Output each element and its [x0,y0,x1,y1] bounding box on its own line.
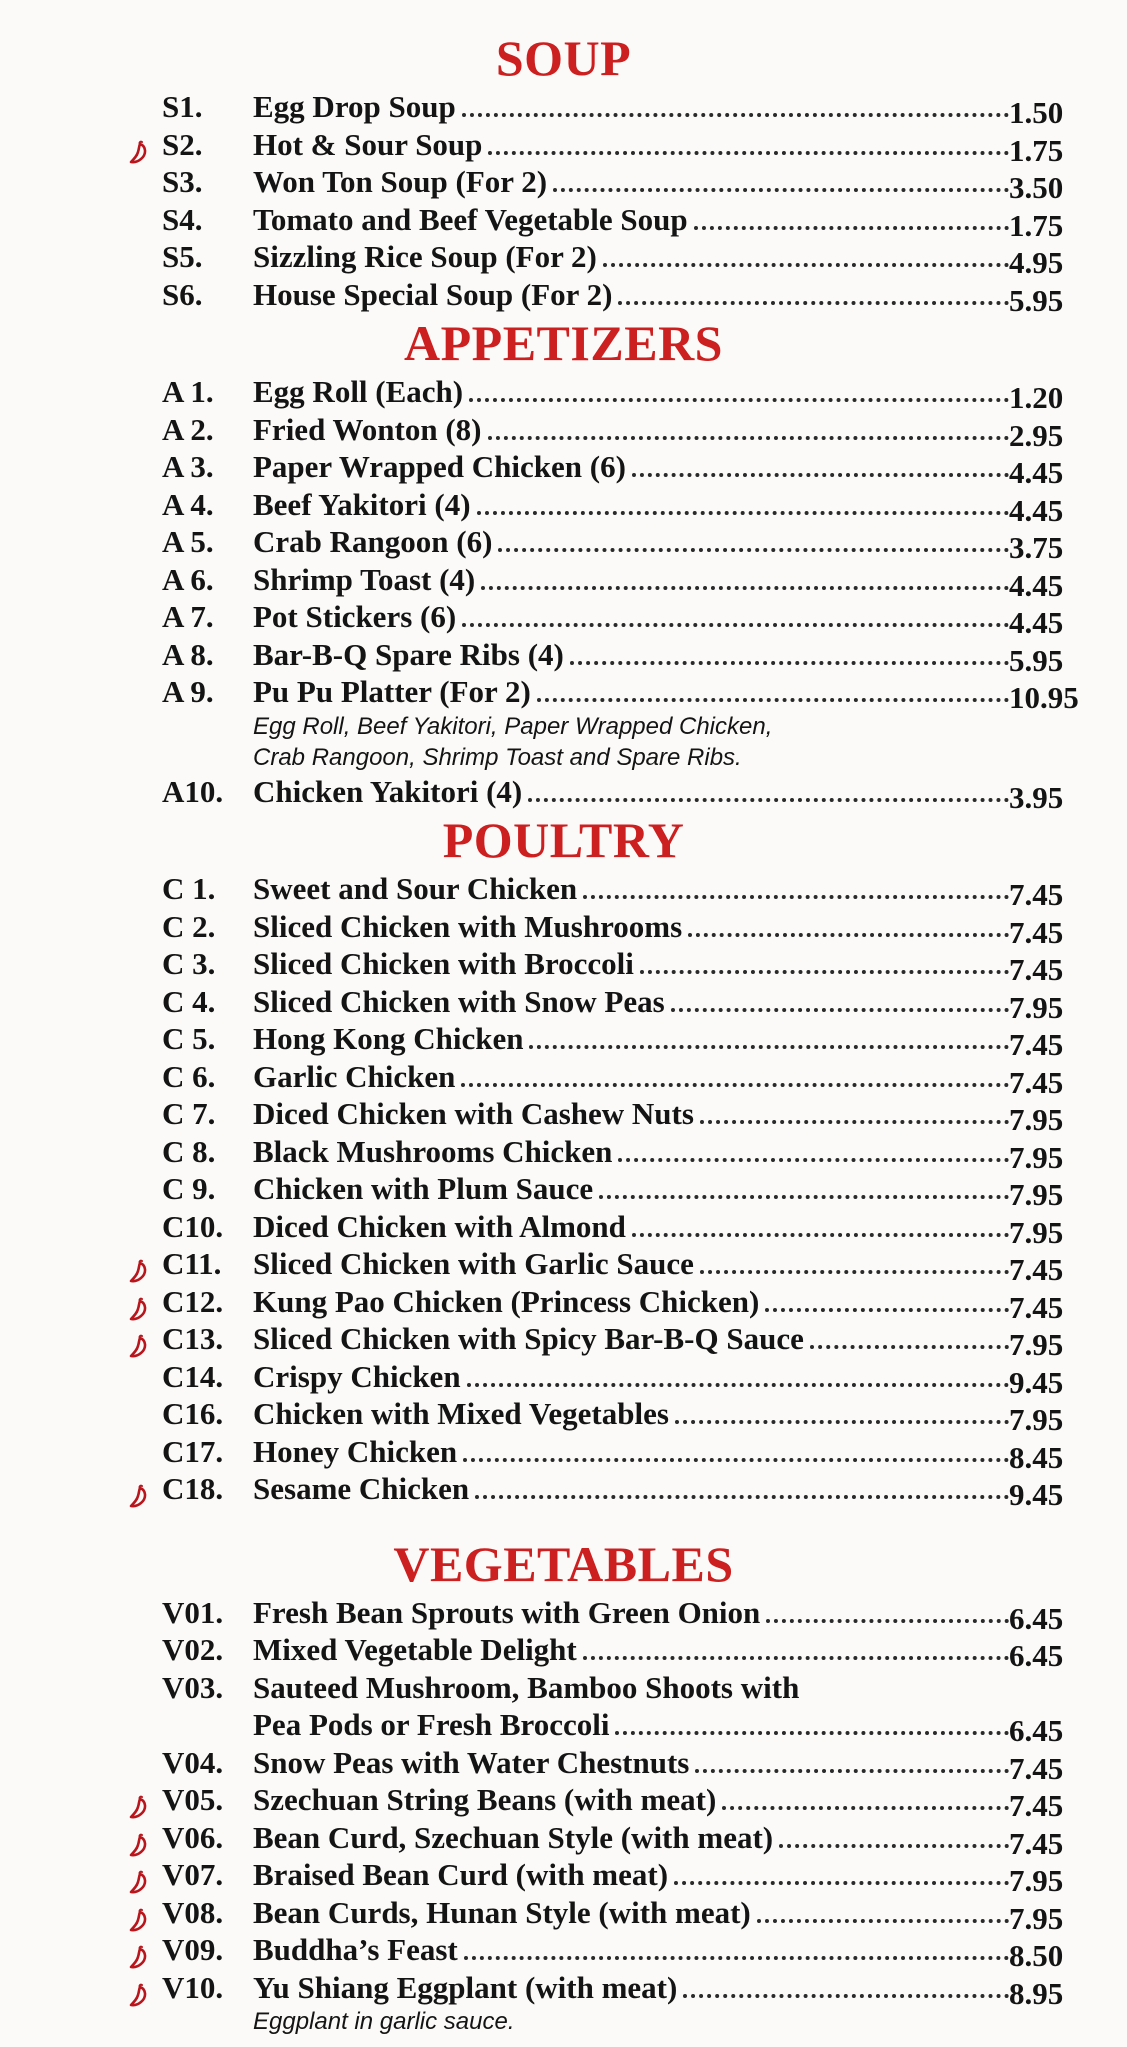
menu-item [0,448,1127,490]
menu-item [0,870,1127,912]
item-code: C10. [162,1208,224,1244]
menu-item [0,1594,1127,1636]
menu-item [0,1744,1127,1786]
item-price: 1.20 [1009,380,1064,415]
item-code: C 7. [162,1096,216,1131]
chili-pepper-icon [128,1903,150,1927]
menu-item [0,1170,1127,1212]
item-code: A 4. [162,486,214,522]
item-name: Braised Bean Curd (with meat) [253,1857,669,1892]
dot-leader [675,1420,1009,1424]
item-name: Yu Shiang Eggplant (with meat) [253,1969,678,2005]
menu-item [0,373,1127,415]
dot-leader [674,1881,1009,1885]
item-price: 7.45 [1009,1064,1064,1100]
chili-pepper-icon [128,1978,150,2002]
chili-pepper-icon [128,1329,150,1353]
item-code: C 1. [162,871,216,906]
item-price: 5.95 [1009,282,1064,318]
item-code: V07. [162,1857,224,1892]
menu-item [0,1058,1127,1100]
item-price: 7.95 [1009,1139,1064,1175]
item-price: 4.45 [1009,567,1064,603]
item-price: 6.45 [1009,1638,1064,1673]
dot-leader [529,1045,1009,1049]
item-price: 7.95 [1009,1102,1064,1137]
chili-pepper-icon [128,1940,150,1964]
menu-item [0,523,1127,565]
item-code: A 3. [162,449,214,484]
menu-item [0,673,1127,715]
dot-leader [488,151,1009,155]
dot-leader [464,1956,1009,1960]
item-name: Chicken with Plum Sauce [253,1171,594,1206]
chili-pepper-icon [128,1865,150,1889]
item-name: Sizzling Rice Soup (For 2) [253,239,597,274]
menu [0,28,1127,2037]
item-price: 3.50 [1009,170,1064,205]
dot-leader [583,895,1009,899]
section-title: SOUP [495,30,632,86]
chili-pepper-icon [128,1828,150,1852]
item-name: Snow Peas with Water Chestnuts [253,1744,690,1780]
item-code: V03. [162,1669,224,1705]
section-vegetables [0,1534,1127,2038]
item-name: Sweet and Sour Chicken [253,871,578,906]
dot-leader [481,586,1009,590]
dot-leader [477,511,1009,515]
dot-leader [467,1383,1009,1387]
menu-item [0,411,1127,453]
dot-leader [683,1994,1009,1998]
dot-leader [700,1120,1009,1124]
item-name: Sauteed Mushroom, Bamboo Shoots with [253,1669,800,1705]
menu-item [0,598,1127,640]
item-name: Bar-B-Q Spare Ribs (4) [253,636,564,672]
item-price: 7.45 [1009,952,1064,987]
item-name: Black Mushrooms Chicken [253,1133,613,1169]
item-name: Tomato and Beef Vegetable Soup [253,201,688,237]
dot-leader [632,473,1009,477]
chili-pepper-icon [128,135,150,159]
item-price: 4.45 [1009,605,1064,640]
item-name: Hot & Sour Soup [253,126,483,162]
item-price: 6.45 [1009,1600,1064,1636]
item-price: 8.45 [1009,1439,1064,1475]
item-code: C14. [162,1358,224,1394]
item-code: A 6. [162,561,214,597]
item-name: Szechuan String Beans (with meat) [253,1782,717,1817]
menu-item [0,773,1127,815]
item-code: A10. [162,773,224,809]
chili-pepper-icon [128,1790,150,1814]
dot-leader [570,661,1009,665]
menu-item [0,88,1127,130]
item-price: 7.45 [1009,1289,1064,1325]
item-code: C 5. [162,1021,216,1056]
menu-item [0,486,1127,528]
item-name: Kung Pao Chicken (Princess Chicken) [253,1283,760,1319]
item-price: 7.95 [1009,1177,1064,1212]
item-price: 4.45 [1009,455,1064,490]
dot-leader [688,933,1009,937]
item-code: C 6. [162,1058,216,1094]
item-price: 7.95 [1009,1402,1064,1437]
item-price: 3.75 [1009,530,1064,565]
dot-leader [640,970,1009,974]
dot-leader [618,1158,1009,1162]
item-price: 4.45 [1009,492,1064,528]
item-code: S6. [162,276,203,312]
item-price: 9.45 [1009,1477,1064,1512]
item-code: S2. [162,126,203,162]
item-price: 8.50 [1009,1938,1064,1973]
dot-leader [537,698,1009,702]
item-name: Egg Roll (Each) [253,374,464,409]
menu-item [0,1283,1127,1325]
item-price: 8.95 [1009,1975,1064,2011]
item-price: 7.95 [1009,1327,1064,1362]
item-price: 9.45 [1009,1364,1064,1400]
item-price: 7.95 [1009,1214,1064,1250]
item-price: 7.95 [1009,1863,1064,1898]
item-code: C 9. [162,1171,216,1206]
dot-leader [779,1844,1009,1848]
item-name: Crispy Chicken [253,1358,461,1394]
dot-leader [553,188,1009,192]
menu-item [0,561,1127,603]
menu-item [0,908,1127,950]
menu-item [0,238,1127,280]
item-code: S4. [162,201,203,237]
item-code: C 2. [162,908,216,944]
section-title: POULTRY [442,812,685,868]
item-price: 7.45 [1009,914,1064,950]
dot-leader [810,1345,1009,1349]
item-description: Egg Roll, Beef Yakitori, Paper Wrapped Chicken, [253,712,773,740]
item-code: C16. [162,1396,224,1431]
menu-item [0,983,1127,1025]
item-price: 1.75 [1009,207,1064,243]
dot-leader [766,1619,1009,1623]
item-name: Diced Chicken with Almond [253,1208,626,1244]
menu-item [0,1095,1127,1137]
item-name: Won Ton Soup (For 2) [253,164,548,199]
item-name: Chicken with Mixed Vegetables [253,1396,669,1431]
menu-item [0,1358,1127,1400]
item-price: 10.95 [1009,680,1079,715]
dot-leader [463,1458,1009,1462]
menu-item [0,1631,1127,1673]
item-code: C13. [162,1321,224,1356]
dot-leader [603,263,1009,267]
chili-pepper-icon [128,1254,150,1278]
item-name: Shrimp Toast (4) [253,561,476,597]
menu-item [0,201,1127,243]
menu-item [0,1320,1127,1362]
item-code: V05. [162,1782,224,1817]
dot-leader [694,226,1009,230]
item-price: 2.95 [1009,417,1064,453]
item-price: 7.45 [1009,1788,1064,1823]
menu-item [0,1470,1127,1512]
menu-item [0,1669,1127,1707]
item-name: Sliced Chicken with Garlic Sauce [253,1246,694,1281]
item-code: V02. [162,1632,224,1667]
item-code: A 2. [162,411,214,447]
dot-leader [618,301,1009,305]
item-name: Diced Chicken with Cashew Nuts [253,1096,694,1131]
item-code: C 8. [162,1133,216,1169]
menu-item [0,1133,1127,1175]
dot-leader [462,623,1009,627]
item-name-line2: Pea Pods or Fresh Broccoli [253,1707,610,1742]
item-name: Hong Kong Chicken [253,1021,524,1056]
item-code: A 7. [162,599,214,634]
dot-leader [700,1270,1009,1274]
item-code: C12. [162,1283,224,1319]
item-name: Egg Drop Soup [253,89,456,124]
menu-item [0,1245,1127,1287]
item-name: Sliced Chicken with Spicy Bar-B-Q Sauce [253,1321,804,1356]
item-code: S3. [162,164,203,199]
item-price: 3.95 [1009,779,1064,815]
menu-item [0,1433,1127,1475]
menu-item [0,1395,1127,1437]
dot-leader [528,798,1009,802]
item-name: Garlic Chicken [253,1058,456,1094]
item-name: Paper Wrapped Chicken (6) [253,449,626,484]
menu-item [0,1020,1127,1062]
item-code: V08. [162,1894,224,1930]
item-code: V01. [162,1594,224,1630]
item-code: A 1. [162,374,214,409]
item-name: Chicken Yakitori (4) [253,773,523,809]
menu-item [0,1969,1127,2011]
item-code: S5. [162,239,203,274]
item-name: Buddha’s Feast [253,1932,458,1967]
menu-item [0,1208,1127,1250]
chili-pepper-icon [128,1479,150,1503]
section-poultry [0,810,1127,1512]
dot-leader [469,398,1009,402]
dot-leader [461,1083,1009,1087]
dot-leader [722,1806,1009,1810]
item-price: 7.45 [1009,1750,1064,1786]
item-name: House Special Soup (For 2) [253,276,613,312]
menu-item [0,1856,1127,1898]
menu-item [0,163,1127,205]
item-code: C11. [162,1246,222,1281]
item-code: C17. [162,1433,224,1469]
item-name: Sesame Chicken [253,1471,470,1506]
item-code: A 8. [162,636,214,672]
item-name: Pot Stickers (6) [253,599,457,634]
section-title: VEGETABLES [393,1535,734,1592]
item-name: Crab Rangoon (6) [253,524,493,559]
item-price: 1.50 [1009,95,1064,130]
dot-leader [583,1656,1009,1660]
menu-item [0,945,1127,987]
menu-item [0,1931,1127,1973]
item-name: Sliced Chicken with Snow Peas [253,983,665,1019]
section-title: APPETIZERS [404,315,723,371]
dot-leader [599,1195,1009,1199]
item-name: Sliced Chicken with Mushrooms [253,908,683,944]
item-name: Pu Pu Platter (For 2) [253,674,531,709]
section-appetizers [0,313,1127,815]
dot-leader [695,1769,1009,1773]
item-name: Honey Chicken [253,1433,458,1469]
item-name: Bean Curd, Szechuan Style (with meat) [253,1819,774,1855]
item-price: 7.45 [1009,1252,1064,1287]
item-price: 1.75 [1009,132,1064,168]
dot-leader [475,1495,1009,1499]
item-price: 7.45 [1009,1825,1064,1861]
menu-item [0,1781,1127,1823]
item-code: V04. [162,1744,224,1780]
dot-leader [488,436,1010,440]
item-code: C 4. [162,983,216,1019]
item-name: Fresh Bean Sprouts with Green Onion [253,1594,761,1630]
menu-item [0,1894,1127,1936]
item-code: S1. [162,89,203,124]
item-name: Beef Yakitori (4) [253,486,471,522]
item-name: Fried Wonton (8) [253,411,482,447]
item-price: 4.95 [1009,245,1064,280]
item-code: A 9. [162,674,214,709]
menu-item [0,636,1127,678]
menu-item [0,1819,1127,1861]
item-code: A 5. [162,524,214,559]
item-price: 5.95 [1009,642,1064,678]
item-code: C18. [162,1471,224,1506]
dot-leader [765,1308,1009,1312]
dot-leader [671,1008,1009,1012]
item-code: V10. [162,1969,224,2005]
section-soup [0,28,1127,318]
dot-leader [615,1731,1009,1735]
item-price: 6.45 [1009,1713,1064,1748]
item-name: Mixed Vegetable Delight [253,1632,577,1667]
item-description: Eggplant in garlic sauce. [253,2008,515,2035]
item-code: V06. [162,1819,224,1855]
menu-item-continued [0,1706,1127,1748]
dot-leader [462,113,1009,117]
dot-leader [632,1233,1009,1237]
item-code: C 3. [162,946,216,981]
item-description: Crab Rangoon, Shrimp Toast and Spare Ribs. [253,743,742,771]
dot-leader [498,548,1009,552]
item-code: V09. [162,1932,224,1967]
item-price: 7.45 [1009,877,1064,912]
item-name: Sliced Chicken with Broccoli [253,946,634,981]
menu-item [0,126,1127,168]
item-price: 7.45 [1009,1027,1064,1062]
dot-leader [757,1919,1009,1923]
menu-item [0,276,1127,318]
item-price: 7.95 [1009,989,1064,1025]
chili-pepper-icon [128,1292,150,1316]
item-name: Bean Curds, Hunan Style (with meat) [253,1894,751,1930]
item-price: 7.95 [1009,1900,1064,1936]
